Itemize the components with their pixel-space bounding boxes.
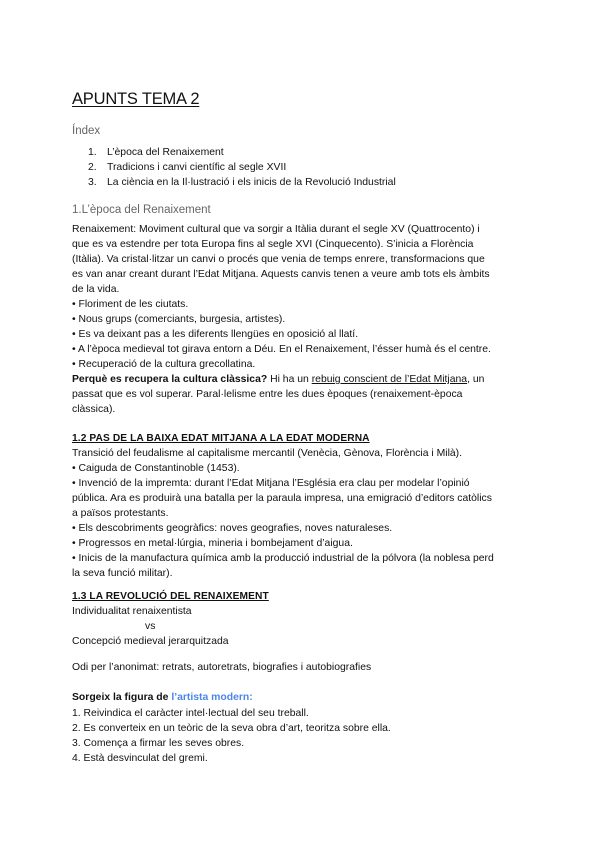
section-1-2 xyxy=(72,431,532,581)
list-item: 3. Comença a firmar les seves obres. xyxy=(72,738,245,749)
table-of-contents xyxy=(88,145,396,190)
section-1-2-heading: 1.2 PAS DE LA BAIXA EDAT MITJANA A LA EDAT MODERNA xyxy=(72,433,370,444)
bullet-item: • Floriment de les ciutats. xyxy=(72,299,189,310)
list-item: 2. Es converteix en un teòric de la seva obra d’art, teoritza sobre ella. xyxy=(72,723,391,734)
bullet-item: • Recuperació de la cultura grecollatina. xyxy=(72,359,256,370)
section-1-3-heading: 1.3 LA REVOLUCIÓ DEL RENAIXEMENT xyxy=(72,591,269,602)
question-line: Perquè es recupera la cultura clàssica? Hi ha un rebuig conscient de l’Edat Mitjana, un xyxy=(72,374,485,385)
text-line: de la vida. xyxy=(72,284,120,295)
list-item: 4. Està desvinculat del gremi. xyxy=(72,753,208,764)
bullet-item: • A l’època medieval tot girava entorn a Déu. En el Renaixement, l’ésser humà és el centre. xyxy=(72,344,491,355)
text-line: es van anar creant durant l’Edat Mitjana. Aquests canvis tenen a veure amb tots els àmbits xyxy=(72,269,490,280)
bullet-item: • Inicis de la manufactura química amb la producció industrial de la pólvora (la noblesa perd xyxy=(72,553,494,564)
text-line: Concepció medieval jerarquitzada xyxy=(72,636,229,647)
toc-item: 2. Tradicions i canvi científic al segle XVII xyxy=(88,162,287,173)
text-line: (Itàlia). Va cristal·litzar un canvi o procés que venia de temps enrere, transformacions que xyxy=(72,254,485,265)
question-bold: Perquè es recupera la cultura clàssica? xyxy=(72,374,268,385)
text-line: a països protestants. xyxy=(72,508,169,519)
odi-line: Odi per l’anonimat: retrats, autoretrats, biografies i autobiografies xyxy=(72,662,372,673)
artist-highlight: l’artista modern: xyxy=(171,692,253,703)
text-line: pública. Ara es produirà una batalla per la paraula impresa, una emigració d’editors catòlics xyxy=(72,493,492,504)
text-line: Renaixement: Moviment cultural que va sorgir a Itàlia durant el segle XV (Quattrocento) i xyxy=(72,224,480,235)
text-line: la seva funció militar). xyxy=(72,568,173,579)
toc-item: 3. La ciència en la Il·lustració i els inicis de la Revolució Industrial xyxy=(88,177,396,188)
toc-item: 1. L’època del Renaixement xyxy=(88,147,224,158)
underlined-phrase: rebuig conscient de l’Edat Mitjana xyxy=(311,374,468,385)
vs-label: vs xyxy=(145,621,156,632)
text-line: clàssica). xyxy=(72,404,116,415)
bullet-item: • Invenció de la impremta: durant l’Edat Mitjana l’Església era clau per modelar l’opinió xyxy=(72,478,470,489)
section-1-body xyxy=(72,222,532,417)
bullet-item: • Es va deixant pas a les diferents llengües en oposició al llatí. xyxy=(72,329,359,340)
artist-heading: Sorgeix la figura de l’artista modern: xyxy=(72,692,253,703)
section-1-heading: 1.L’època del Renaixement xyxy=(72,204,211,216)
text-line: Transició del feudalisme al capitalisme mercantil (Venècia, Gènova, Florència i Milà). xyxy=(72,448,463,459)
index-heading: Índex xyxy=(72,125,101,137)
section-1-3 xyxy=(72,589,532,649)
artist-list xyxy=(72,706,532,766)
bullet-item: • Els descobriments geogràfics: noves geografies, noves naturaleses. xyxy=(72,523,393,534)
text-line: Individualitat renaixentista xyxy=(72,606,192,617)
bullet-item: • Progressos en metal·lúrgia, mineria i bombejament d’aigua. xyxy=(72,538,353,549)
document-title: APUNTS TEMA 2 xyxy=(72,90,200,108)
list-item: 1. Reivindica el caràcter intel·lectual del seu treball. xyxy=(72,708,309,719)
text-line: que es va estendre per tota Europa fins al segle XVI (Cinquecento). S’inicia a Florència xyxy=(72,239,474,250)
text-line: passat que es vol superar. Paral·lelisme entre les dues èpoques (renaixement-època xyxy=(72,389,463,400)
bullet-item: • Nous grups (comerciants, burgesia, artistes). xyxy=(72,314,286,325)
bullet-item: • Caiguda de Constantinoble (1453). xyxy=(72,463,240,474)
